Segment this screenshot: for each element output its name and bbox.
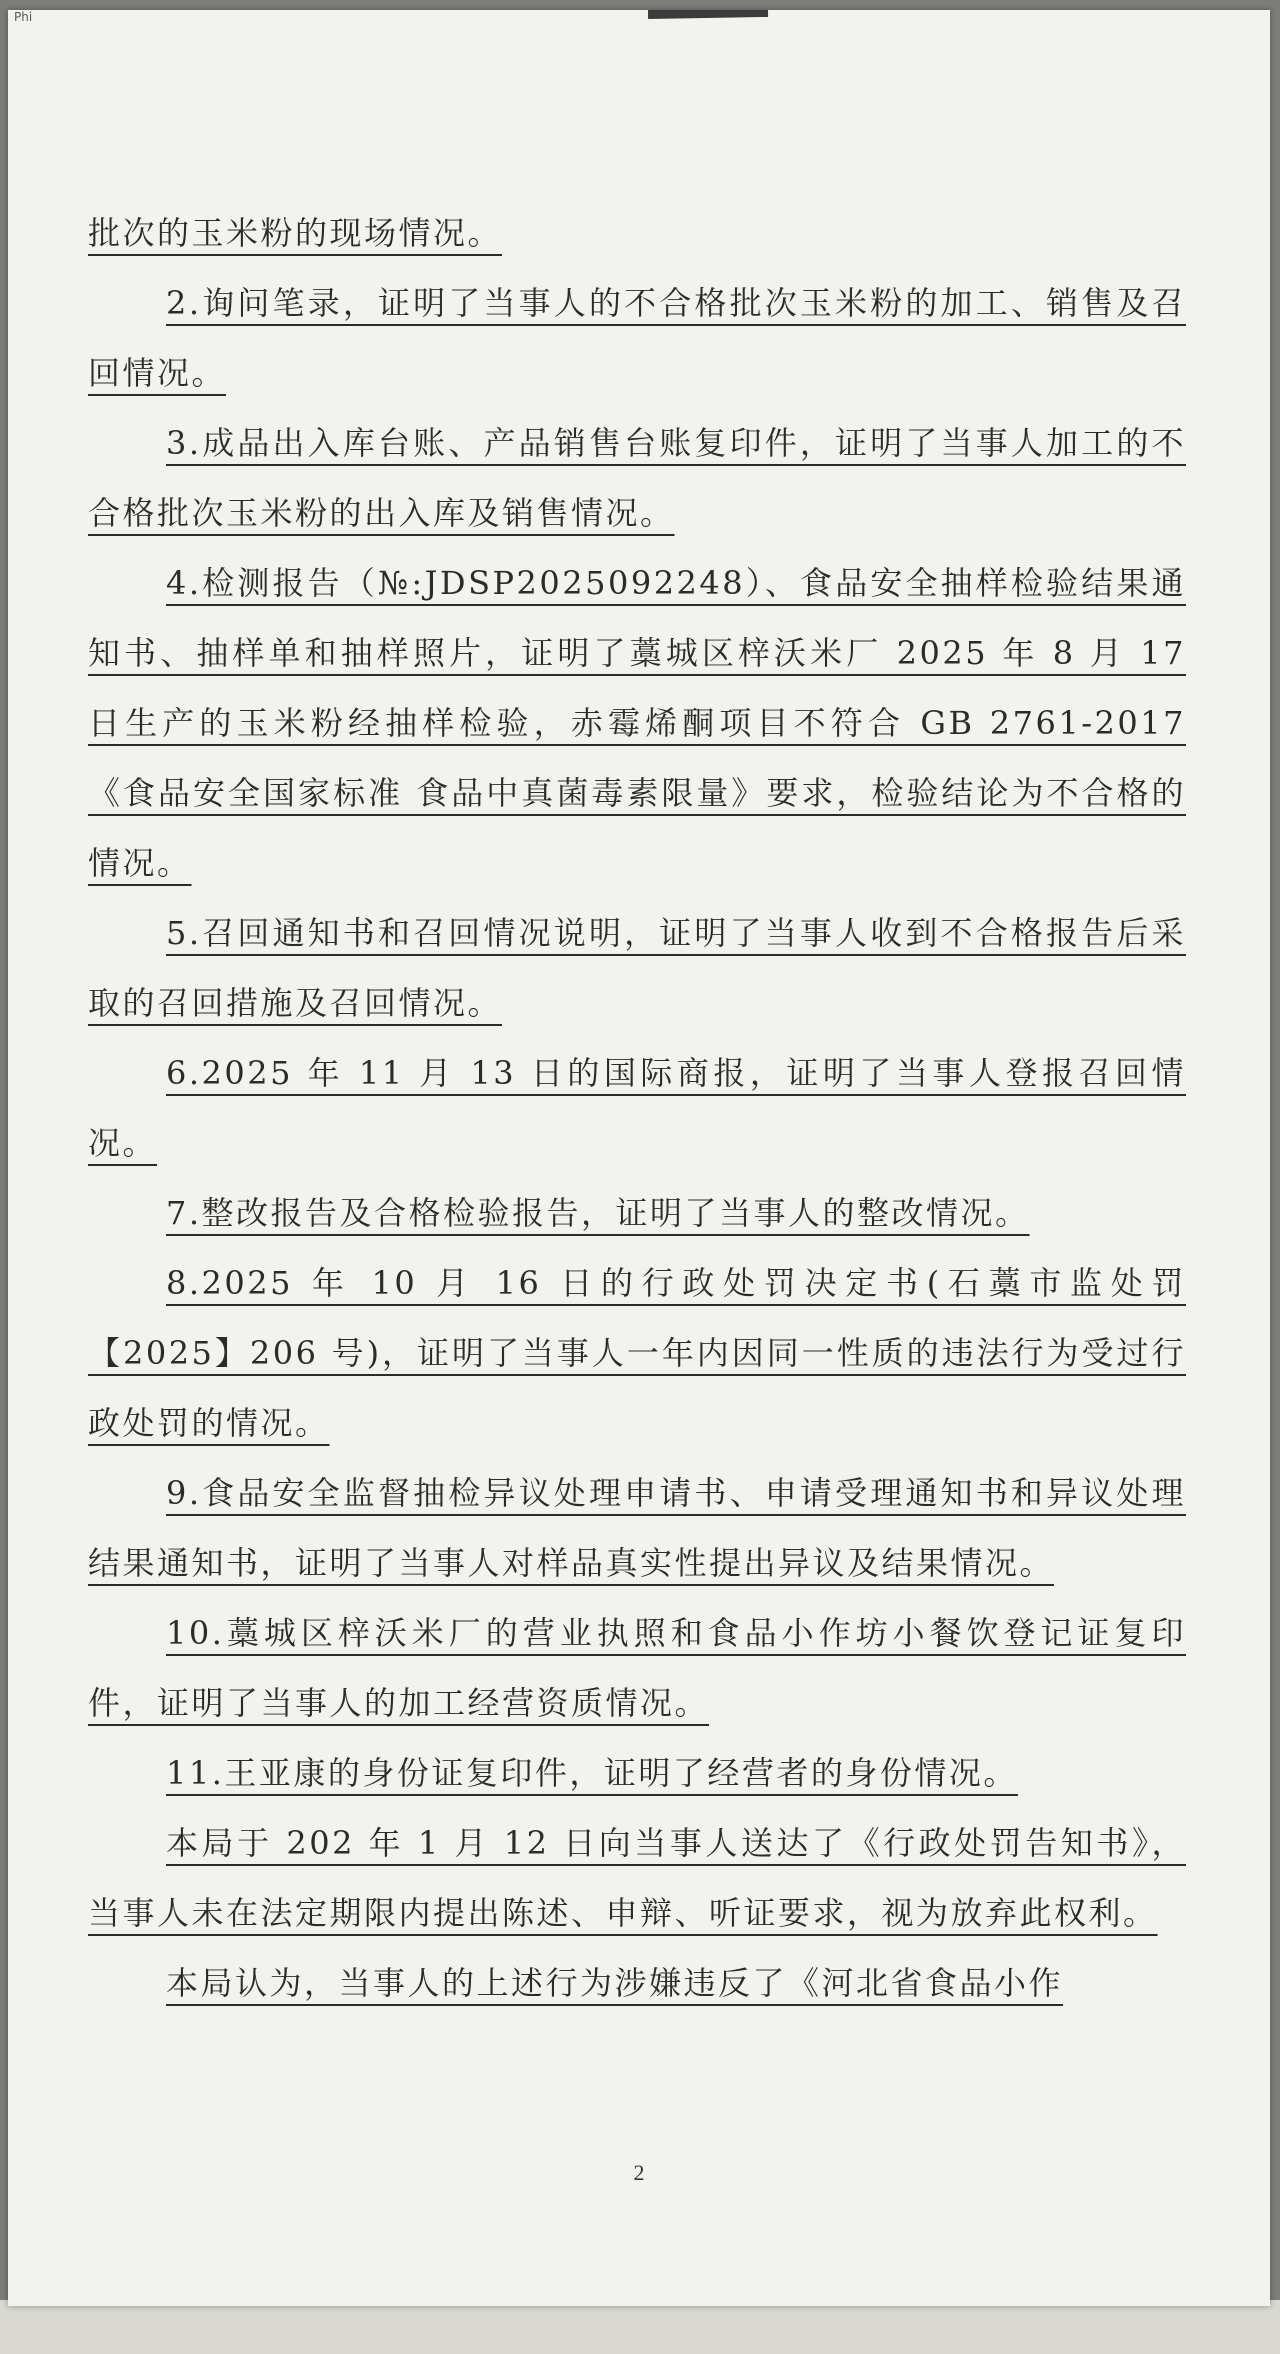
evidence-item-11: 11.王亚康的身份证复印件，证明了经营者的身份情况。 xyxy=(166,1754,1018,1792)
evidence-item-8: 8.2025 年 10 月 16 日的行政处罚决定书(石藁市监处罚【2025】206 号)，证明了当事人一年内因同一性质的违法行为受过行政处罚的情况。 xyxy=(88,1264,1186,1442)
document-body xyxy=(88,198,1186,2018)
table-surface xyxy=(0,2300,1280,2354)
paper-scrap xyxy=(648,10,768,19)
evidence-item-5: 5.召回通知书和召回情况说明，证明了当事人收到不合格报告后采取的召回措施及召回情况。 xyxy=(88,914,1186,1022)
evidence-item-10: 10.藁城区梓沃米厂的营业执照和食品小作坊小餐饮登记证复印件，证明了当事人的加工经营资质情况。 xyxy=(88,1614,1186,1722)
evidence-item-3: 3.成品出入库台账、产品销售台账复印件，证明了当事人加工的不合格批次玉米粉的出入库及销售情况。 xyxy=(88,424,1186,532)
evidence-item-4: 4.检测报告（№:JDSP2025092248）、食品安全抽样检验结果通知书、抽样单和抽样照片，证明了藁城区梓沃米厂 2025 年 8 月 17 日生产的玉米粉经抽样检验，赤霉烯酮项目不符合 GB 2761-2017《食品安全国家标准 食品中真菌毒素限量》要求，检验结论为不合格的情况。 xyxy=(88,564,1186,882)
corner-mark: Phi xyxy=(14,10,33,24)
conclusion-paragraph: 本局认为，当事人的上述行为涉嫌违反了《河北省食品小作 xyxy=(166,1964,1064,2002)
evidence-item-9: 9.食品安全监督抽检异议处理申请书、申请受理通知书和异议处理结果通知书，证明了当事人对样品真实性提出异议及结果情况。 xyxy=(88,1474,1186,1582)
evidence-item-6: 6.2025 年 11 月 13 日的国际商报，证明了当事人登报召回情况。 xyxy=(88,1054,1186,1162)
notice-paragraph: 本局于 202 年 1 月 12 日向当事人送达了《行政处罚告知书》，当事人未在法定期限内提出陈述、申辩、听证要求，视为放弃此权利。 xyxy=(88,1824,1186,1932)
evidence-item-2: 2.询问笔录，证明了当事人的不合格批次玉米粉的加工、销售及召回情况。 xyxy=(88,284,1186,392)
document-page xyxy=(8,10,1270,2306)
evidence-item-7: 7.整改报告及合格检验报告，证明了当事人的整改情况。 xyxy=(166,1194,1030,1232)
paragraph-continuation: 批次的玉米粉的现场情况。 xyxy=(88,214,503,252)
page-number: 2 xyxy=(633,2160,645,2185)
